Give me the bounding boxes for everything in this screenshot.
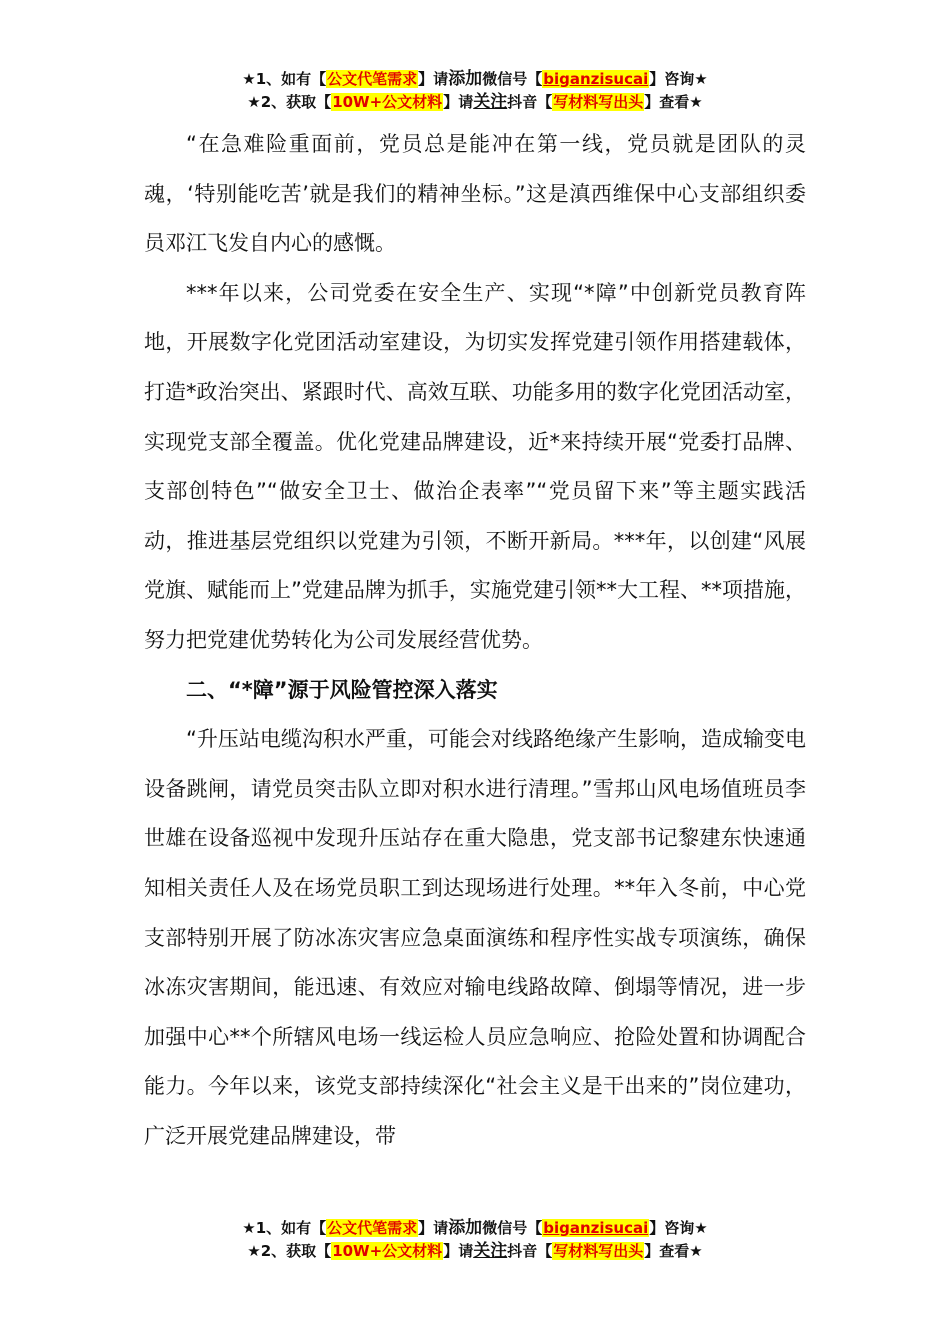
banner-emphasis: 关注 xyxy=(473,92,508,112)
paragraph: ***年以来，公司党委在安全生产、实现“*障”中创新党员教育阵地，开展数字化党团活动室建设，为切实发挥党建引领作用搭建载体，打造*政治突出、紧跟时代、高效互联、功能多用的数字化党团活动室，实现党支部全覆盖。优化党建品牌建设，近*来持续开展“党委打品牌、支部创特色”“做安全卫士、做治企表率”“党员留下来”等主题实践活动，推进基层党组织以党建为引领，不断开新局。***年，以创建“风展党旗、赋能而上”党建品牌为抓手，实施党建引领**大工程、**项措施，努力把党建优势转化为公司发展经营优势。 xyxy=(144,280,806,652)
banner-highlight: 10W+公文材料 xyxy=(332,1242,443,1260)
banner-text: 抖音【 xyxy=(507,93,553,111)
banner-line-1 xyxy=(0,68,950,91)
banner-line-2 xyxy=(0,1240,950,1263)
section-heading: 二、“*障”源于风险管控深入落实 xyxy=(186,677,498,702)
banner-text: 】请 xyxy=(443,93,474,111)
banner-emphasis: 添加 xyxy=(448,1218,483,1238)
banner-text: 】请 xyxy=(443,1242,474,1260)
banner-highlight: 写材料写出头 xyxy=(553,93,644,111)
banner-text: ★2、获取【 xyxy=(247,93,332,111)
banner-text: 】请 xyxy=(418,70,449,88)
footer-banner xyxy=(0,1217,950,1263)
header-banner xyxy=(0,68,950,114)
banner-line-2 xyxy=(0,91,950,114)
document-body xyxy=(144,120,806,1161)
banner-text: ★2、获取【 xyxy=(247,1242,332,1260)
banner-text: 】请 xyxy=(418,1219,449,1237)
banner-highlight: 10W+公文材料 xyxy=(332,93,443,111)
banner-text: ★1、如有【 xyxy=(242,1219,327,1237)
banner-text: 】咨询★ xyxy=(649,1219,708,1237)
banner-text: 】咨询★ xyxy=(649,70,708,88)
banner-text: 抖音【 xyxy=(507,1242,553,1260)
banner-highlight: 公文代笔需求 xyxy=(327,70,418,88)
banner-text: 微信号【 xyxy=(482,1219,543,1237)
banner-line-1 xyxy=(0,1217,950,1240)
banner-text: 】查看★ xyxy=(644,93,703,111)
paragraph: “升压站电缆沟积水严重，可能会对线路绝缘产生影响，造成输变电设备跳闸，请党员突击队立即对积水进行清理。”雪邦山风电场值班员李世雄在设备巡视中发现升压站存在重大隐患，党支部书记黎建东快速通知相关责任人及在场党员职工到达现场进行处理。**年入冬前，中心党支部特别开展了防冰冻灾害应急桌面演练和程序性实战专项演练，确保冰冻灾害期间，能迅速、有效应对输电线路故障、倒塌等情况，进一步加强中心**个所辖风电场一线运检人员应急响应、抢险处置和协调配合能力。今年以来，该党支部持续深化“社会主义是干出来的”岗位建功，广泛开展党建品牌建设，带 xyxy=(144,727,806,1148)
wechat-id-link[interactable]: biganzisucai xyxy=(543,1219,649,1237)
banner-text: 】查看★ xyxy=(644,1242,703,1260)
banner-text: 微信号【 xyxy=(482,70,543,88)
paragraph: “在急难险重面前，党员总是能冲在第一线，党员就是团队的灵魂，‘特别能吃苦’就是我们的精神坐标。”这是滇西维保中心支部组织委员邓江飞发自内心的感慨。 xyxy=(144,132,806,256)
banner-highlight: 公文代笔需求 xyxy=(327,1219,418,1237)
banner-text: ★1、如有【 xyxy=(242,70,327,88)
wechat-id-link[interactable]: biganzisucai xyxy=(543,70,649,88)
banner-emphasis: 关注 xyxy=(473,1241,508,1261)
banner-highlight: 写材料写出头 xyxy=(553,1242,644,1260)
banner-emphasis: 添加 xyxy=(448,69,483,89)
